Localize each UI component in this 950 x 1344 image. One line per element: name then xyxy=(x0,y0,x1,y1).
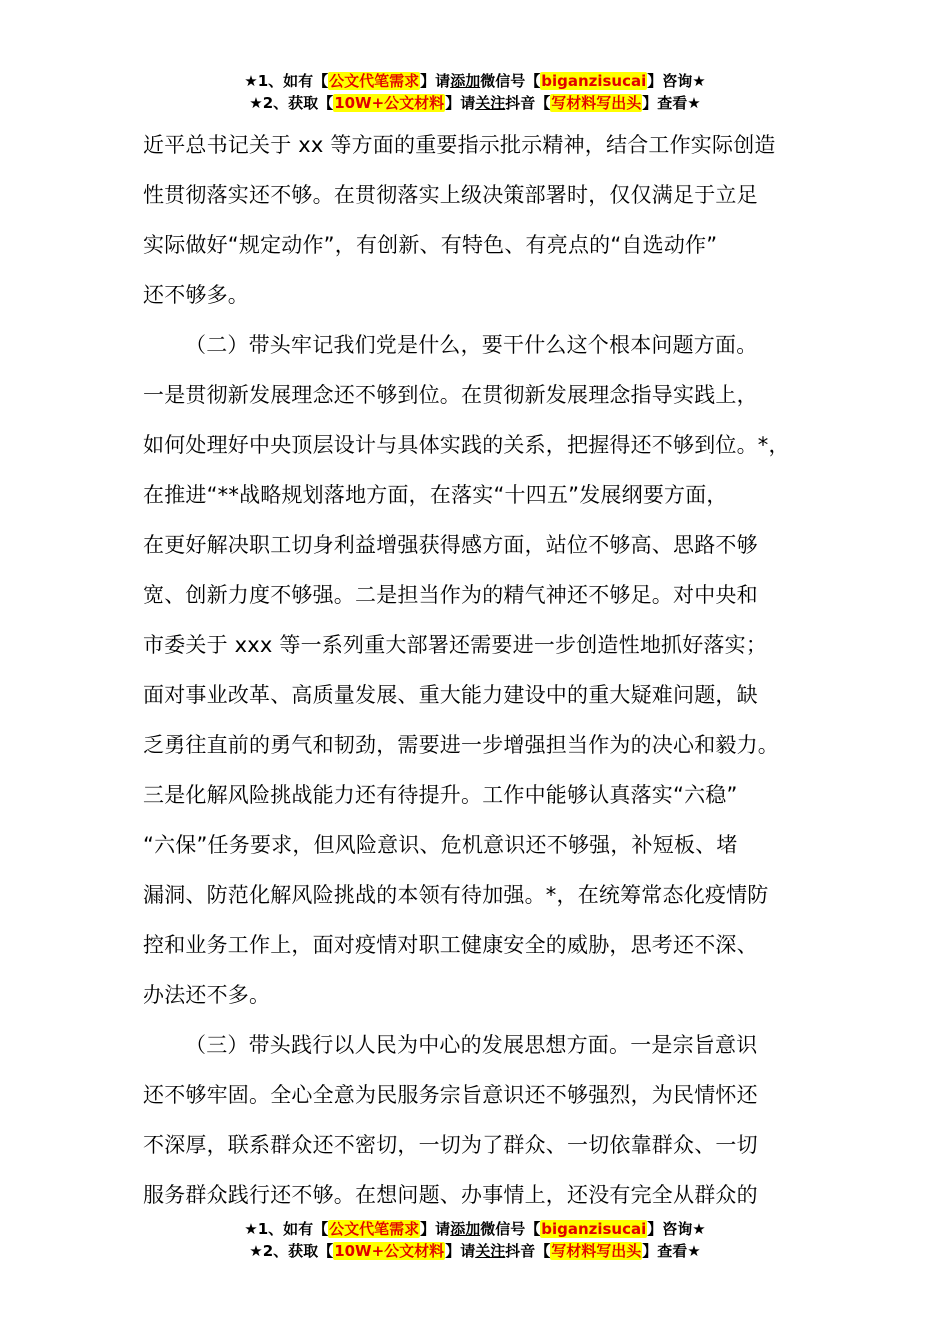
underlined-text: 添加 xyxy=(450,72,481,90)
banner-text: 】请 xyxy=(420,72,451,90)
banner-text: ★2、获取【 xyxy=(249,1242,334,1260)
body-line: 性贯彻落实还不够。在贯彻落实上级决策部署时，仅仅满足于立足 xyxy=(143,183,758,207)
body-line: 控和业务工作上，面对疫情对职工健康安全的威胁，思考还不深、 xyxy=(143,933,758,957)
body-line: 还不够牢固。全心全意为民服务宗旨意识还不够强烈，为民情怀还 xyxy=(143,1083,758,1107)
banner-line-1 xyxy=(0,1218,950,1240)
body-line: 市委关于 xxx 等一系列重大部署还需要进一步创造性地抓好落实； xyxy=(143,633,768,657)
body-line: 在推进“**战略规划落地方面，在落实“十四五”发展纲要方面， xyxy=(143,483,728,507)
body-line: 面对事业改革、高质量发展、重大能力建设中的重大疑难问题，缺 xyxy=(143,683,758,707)
banner-text: 】查看★ xyxy=(642,94,701,112)
body-line: 近平总书记关于 xx 等方面的重要指示批示精神，结合工作实际创造 xyxy=(143,133,776,157)
body-line: 不深厚，联系群众还不密切，一切为了群众、一切依靠群众、一切 xyxy=(143,1133,758,1157)
body-line: 宽、创新力度不够强。二是担当作为的精气神还不够足。对中央和 xyxy=(143,583,758,607)
banner-line-2 xyxy=(0,92,950,114)
banner-text: 抖音【 xyxy=(505,94,551,112)
underlined-text: 关注 xyxy=(475,1242,506,1260)
section-heading-3: （三）带头践行以人民为中心的发展思想方面。一是宗旨意识 xyxy=(185,1033,758,1057)
banner-text: 】咨询★ xyxy=(647,72,706,90)
body-line: 办法还不多。 xyxy=(143,983,271,1007)
body-line: 乏勇往直前的勇气和韧劲，需要进一步增强担当作为的决心和毅力。 xyxy=(143,733,779,757)
banner-text: 】咨询★ xyxy=(647,1220,706,1238)
banner-text: ★2、获取【 xyxy=(249,94,334,112)
banner-text: 】请 xyxy=(420,1220,451,1238)
banner-text: 微信号【 xyxy=(480,1220,541,1238)
banner-text: 微信号【 xyxy=(480,72,541,90)
banner-text: 】请 xyxy=(445,1242,476,1260)
body-line: “六保”任务要求，但风险意识、危机意识还不够强，补短板、堵 xyxy=(143,833,738,857)
banner-line-1 xyxy=(0,70,950,92)
body-line: 如何处理好中央顶层设计与具体实践的关系，把握得还不够到位。*， xyxy=(143,433,790,457)
header-banner xyxy=(0,70,950,114)
body-line: 还不够多。 xyxy=(143,283,249,307)
banner-text: 】请 xyxy=(445,94,476,112)
body-line: 在更好解决职工切身利益增强获得感方面，站位不够高、思路不够 xyxy=(143,533,758,557)
highlight-text: 写材料写出头 xyxy=(551,1242,642,1260)
highlight-text: biganzisucai xyxy=(541,1220,647,1238)
body-line: 实际做好“规定动作”，有创新、有特色、有亮点的“自选动作” xyxy=(143,233,718,257)
section-heading-2: （二）带头牢记我们党是什么，要干什么这个根本问题方面。 xyxy=(185,333,758,357)
banner-line-2 xyxy=(0,1240,950,1262)
footer-banner xyxy=(0,1218,950,1262)
underlined-text: 添加 xyxy=(450,1220,481,1238)
banner-text: 抖音【 xyxy=(505,1242,551,1260)
highlight-text: 公文代笔需求 xyxy=(329,72,420,90)
body-line: 三是化解风险挑战能力还有待提升。工作中能够认真落实“六稳” xyxy=(143,783,738,807)
highlight-text: 10W+公文材料 xyxy=(334,94,445,112)
body-line: 一是贯彻新发展理念还不够到位。在贯彻新发展理念指导实践上， xyxy=(143,383,758,407)
document-body xyxy=(143,120,833,1220)
banner-text: ★1、如有【 xyxy=(244,1220,329,1238)
body-line: 漏洞、防范化解风险挑战的本领有待加强。*，在统筹常态化疫情防 xyxy=(143,883,769,907)
underlined-text: 关注 xyxy=(475,94,506,112)
highlight-text: 公文代笔需求 xyxy=(329,1220,420,1238)
highlight-text: biganzisucai xyxy=(541,72,647,90)
highlight-text: 写材料写出头 xyxy=(551,94,642,112)
banner-text: ★1、如有【 xyxy=(244,72,329,90)
banner-text: 】查看★ xyxy=(642,1242,701,1260)
body-line: 服务群众践行还不够。在想问题、办事情上，还没有完全从群众的 xyxy=(143,1183,758,1207)
highlight-text: 10W+公文材料 xyxy=(334,1242,445,1260)
